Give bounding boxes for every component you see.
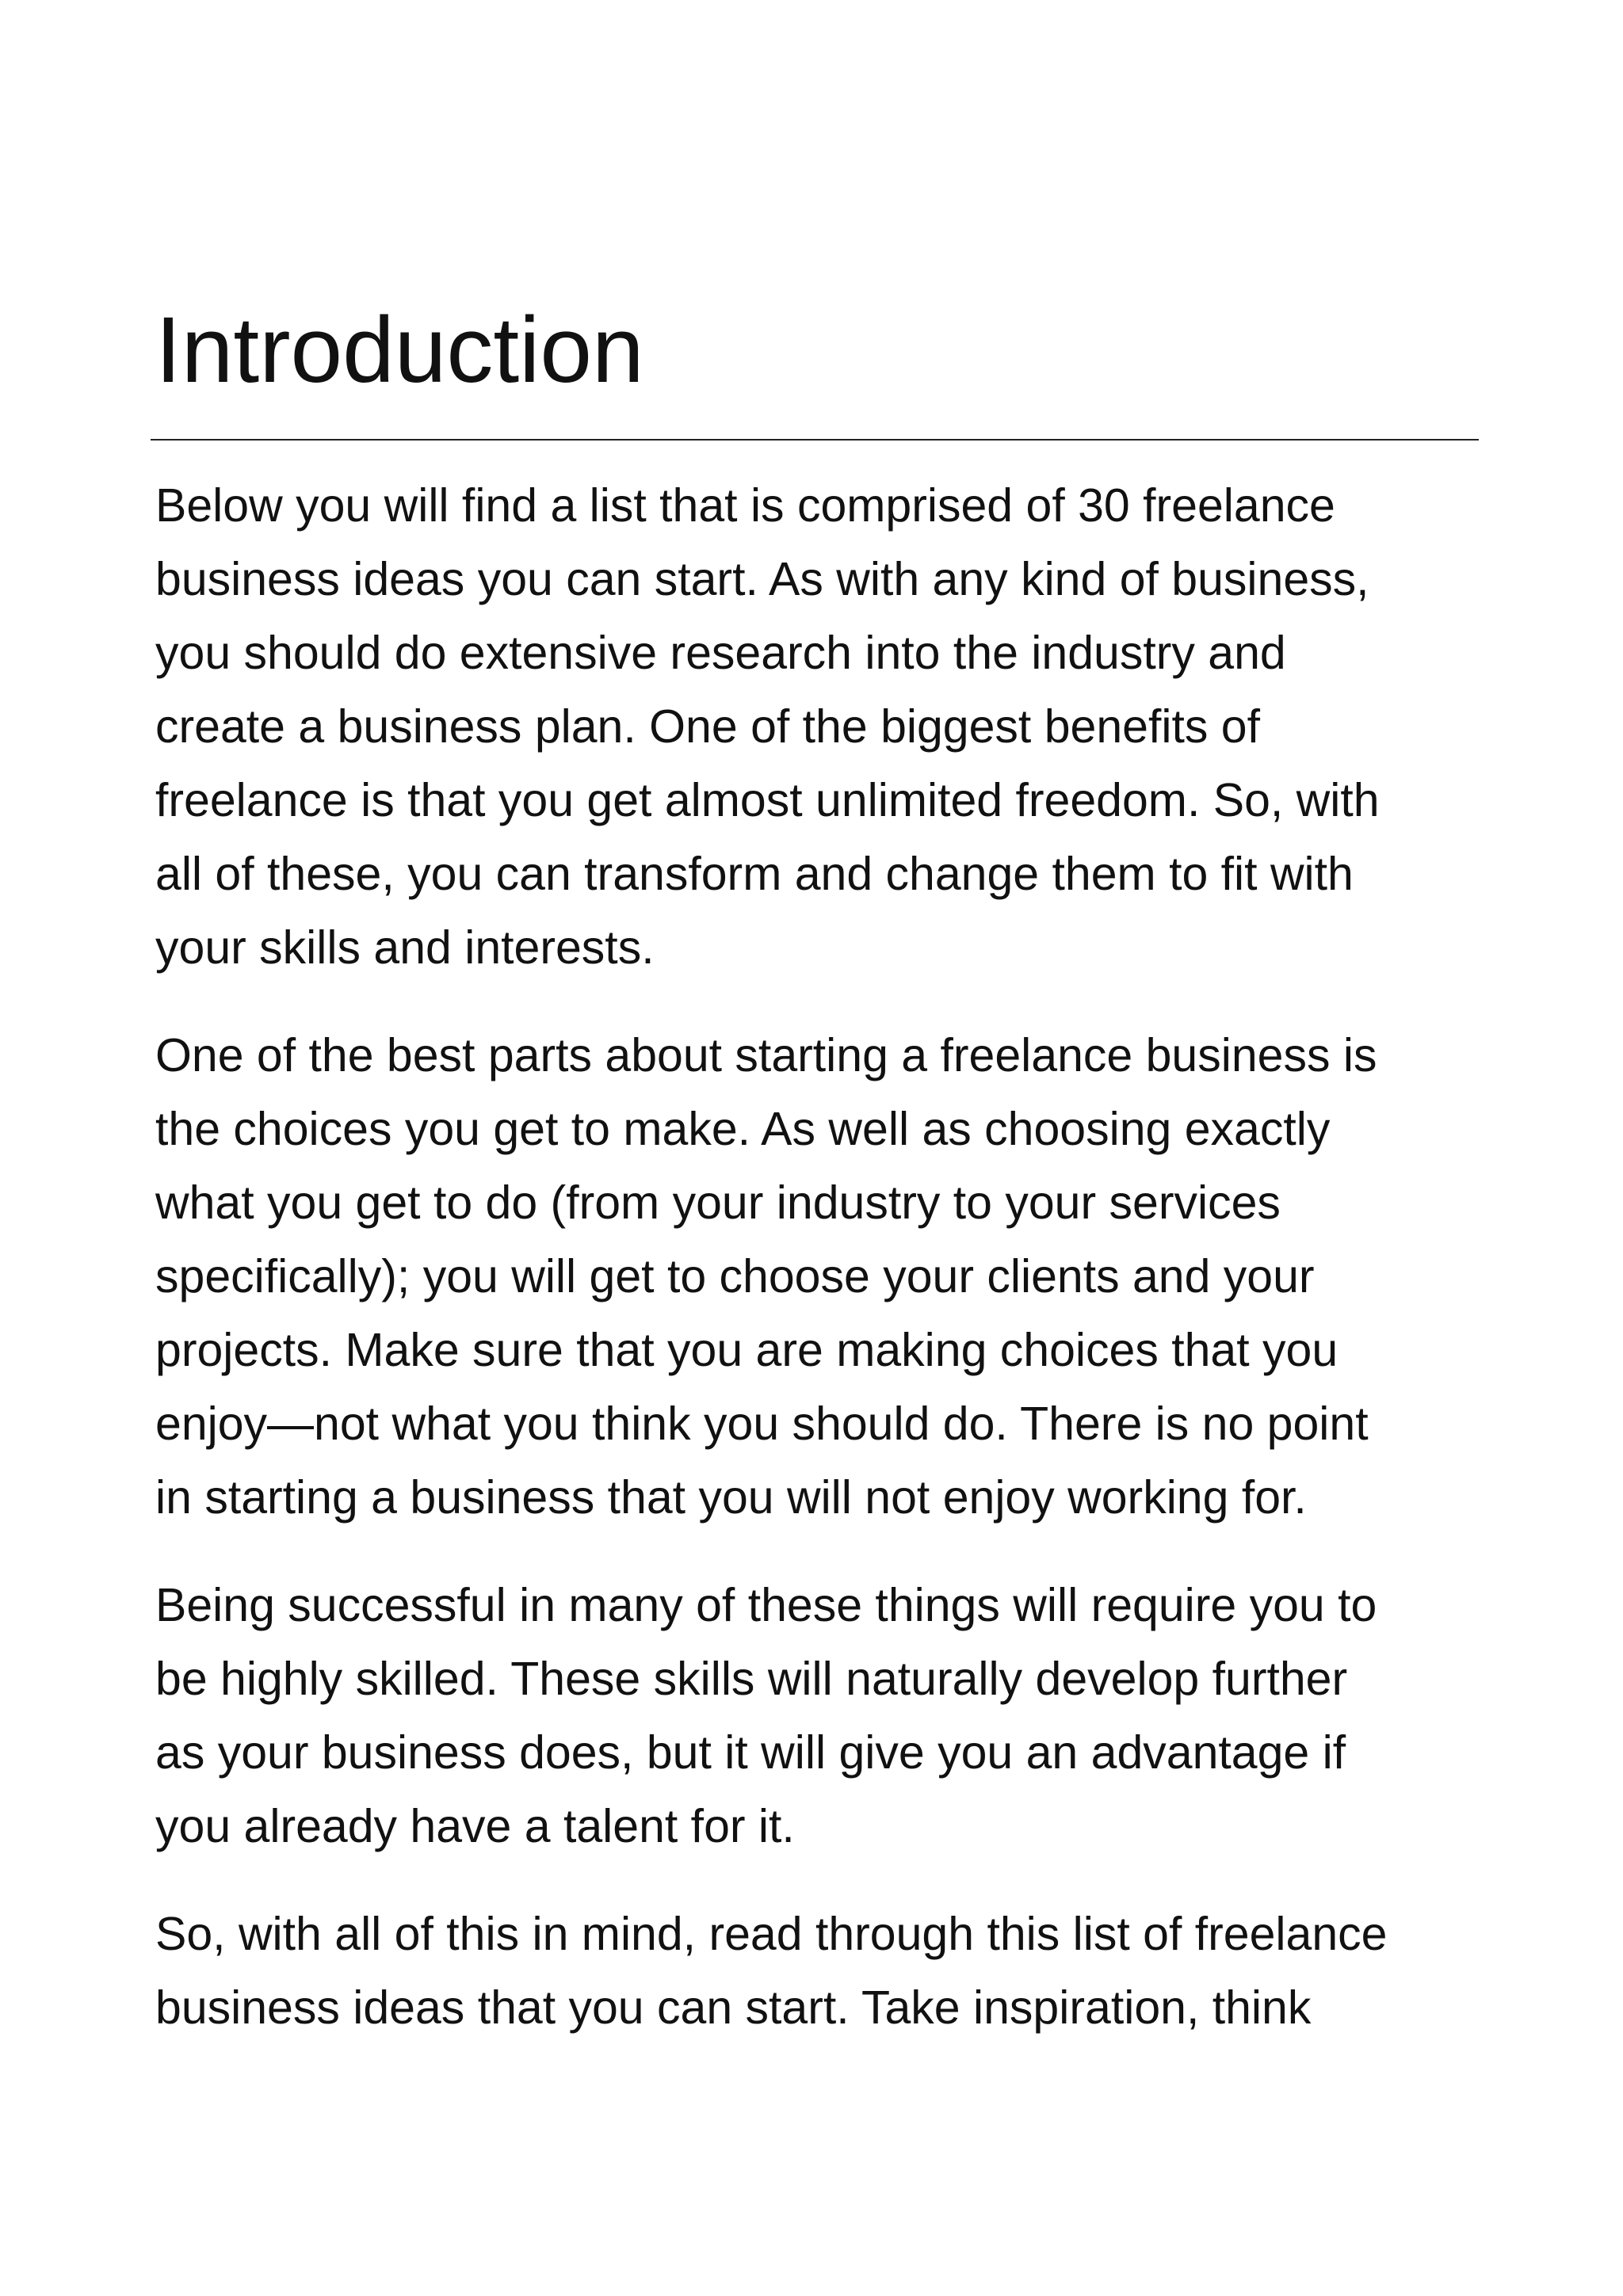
text-line: create a business plan. One of the biggest benefits of xyxy=(155,700,1260,753)
text-line: freelance is that you get almost unlimited freedom. So, with xyxy=(155,774,1380,826)
paragraph-4 xyxy=(155,1897,1487,2045)
text-line: business ideas that you can start. Take inspiration, think xyxy=(155,1981,1312,2034)
text-line: One of the best parts about starting a freelance business is xyxy=(155,1029,1377,1081)
document-body xyxy=(155,469,1487,2079)
text-line: you already have a talent for it. xyxy=(155,1800,795,1852)
text-line: Being successful in many of these things will require you to xyxy=(155,1579,1377,1631)
paragraph-2 xyxy=(155,1019,1487,1535)
text-line: you should do extensive research into the industry and xyxy=(155,627,1286,679)
paragraph-1 xyxy=(155,469,1487,985)
paragraph-3 xyxy=(155,1569,1487,1863)
text-line: enjoy—not what you think you should do. There is no point xyxy=(155,1398,1369,1450)
text-line: your skills and interests. xyxy=(155,921,655,974)
text-line: Below you will find a list that is comprised of 30 freelance xyxy=(155,479,1335,532)
text-line: business ideas you can start. As with any kind of business, xyxy=(155,553,1369,605)
text-line: as your business does, but it will give you an advantage if xyxy=(155,1726,1346,1779)
text-line: all of these, you can transform and change them to fit with xyxy=(155,848,1354,900)
text-line: So, with all of this in mind, read through this list of freelance xyxy=(155,1908,1388,1960)
text-line: projects. Make sure that you are making choices that you xyxy=(155,1324,1338,1376)
text-line: in starting a business that you will not enjoy working for. xyxy=(155,1471,1307,1524)
page-title: Introduction xyxy=(155,298,644,402)
heading-divider xyxy=(151,439,1479,441)
text-line: be highly skilled. These skills will naturally develop further xyxy=(155,1653,1348,1705)
text-line: specifically); you will get to choose your clients and your xyxy=(155,1250,1315,1302)
text-line: what you get to do (from your industry to your services xyxy=(155,1177,1281,1229)
text-line: the choices you get to make. As well as choosing exactly xyxy=(155,1103,1331,1155)
